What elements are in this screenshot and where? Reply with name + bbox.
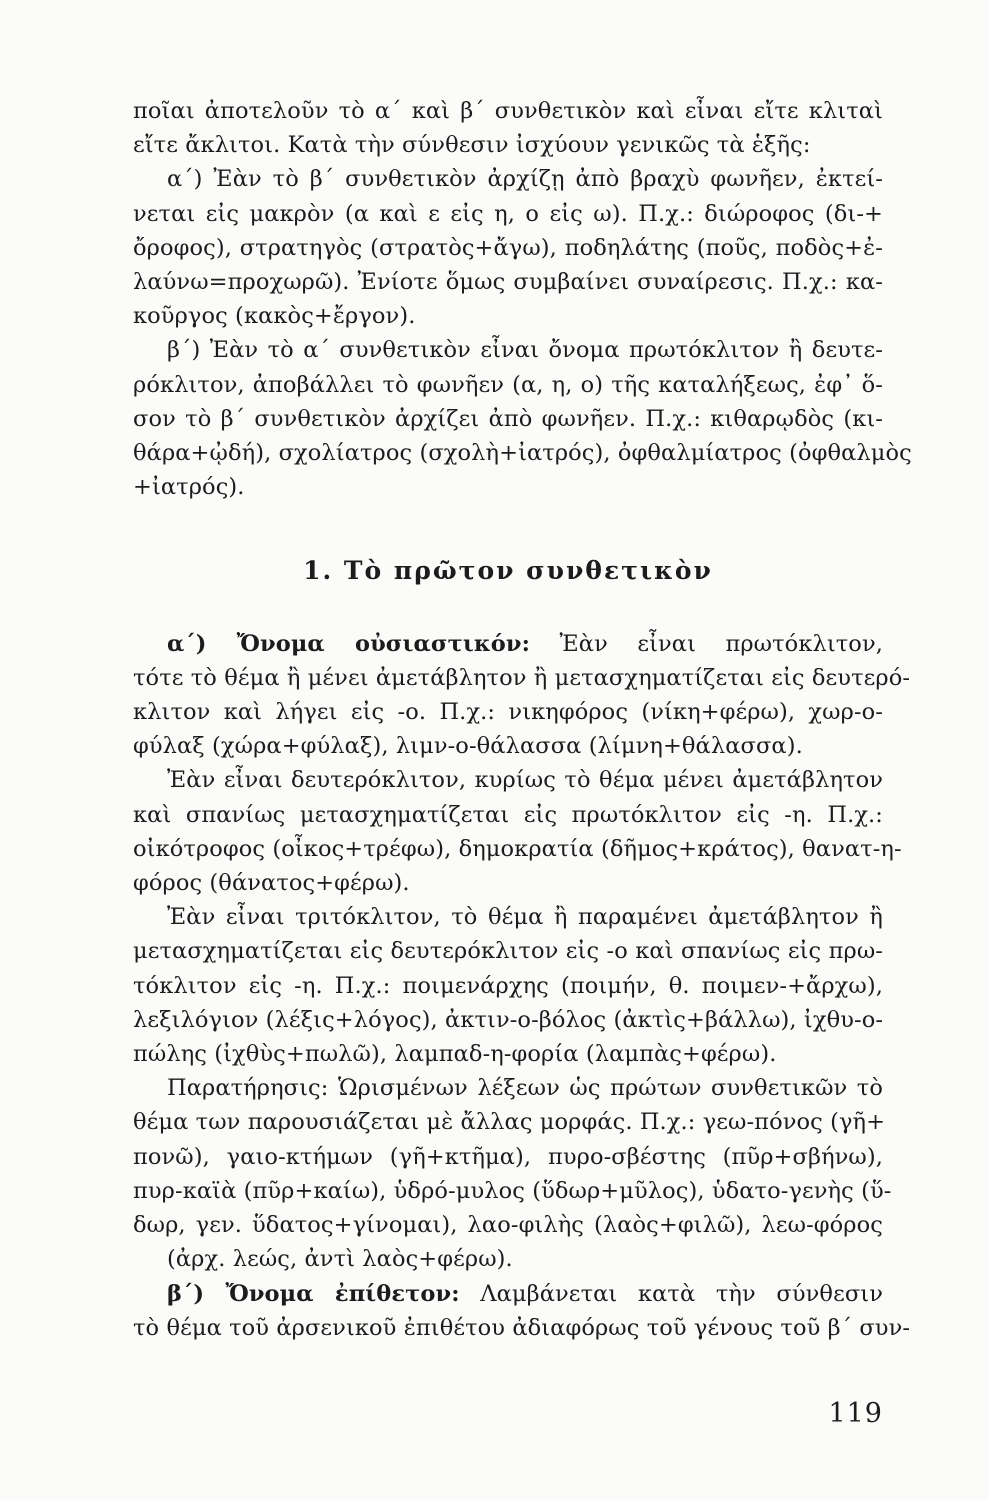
text-line: νεται εἰς μακρὸν (α καὶ ε εἰς η, ο εἰς ω). Π.χ.: διώροφος (δι-+	[133, 200, 883, 227]
text-line: κλιτον καὶ λήγει εἰς -ο. Π.χ.: νικηφόρος (νίκη+φέρω), χωρ-ο-	[133, 699, 883, 726]
text-line: σον τὸ β΄ συνθετικὸν ἀρχίζει ἀπὸ φωνῆεν. Π.χ.: κιθαρῳδὸς (κι-	[133, 405, 883, 432]
text-line: πώλης (ἰχθὺς+πωλῶ), λαμπαδ-η-φορία (λαμπὰς+φέρω).	[133, 1041, 777, 1068]
text-line: Ἐὰν εἶναι τριτόκλιτον, τὸ θέμα ἢ παραμένει ἀμετάβλητον ἢ	[167, 904, 883, 931]
text-line: (ἀρχ. λεώς, ἀντὶ λαὸς+φέρω).	[167, 1246, 513, 1273]
page-text	[133, 94, 912, 1345]
text-line: ρόκλιτον, ἀποβάλλει τὸ φωνῆεν (α, η, ο) τῆς καταλήξεως, ἐφ᾽ ὅ-	[133, 371, 883, 398]
text-line: πονῶ), γαιο-κτήμων (γῆ+κτῆμα), πυρο-σβέστης (πῦρ+σβήνω),	[133, 1143, 883, 1170]
part-a-first-line-rest: Ἐὰν εἶναι πρωτόκλιτον,	[559, 630, 883, 657]
part-b-first-line	[133, 1277, 883, 1311]
page-number: 119	[828, 1398, 883, 1429]
text-line: καὶ σπανίως μετασχηματίζεται εἰς πρωτόκλιτον εἰς -η. Π.χ.:	[133, 801, 883, 828]
text-line: πυρ-καϊὰ (πῦρ+καίω), ὑδρό-μυλος (ὕδωρ+μῦλος), ὑδατο-γενὴς (ὕ-	[133, 1177, 892, 1204]
text-line: δωρ, γεν. ὕδατος+γίνομαι), λαο-φιλὴς (λαὸς+φιλῶ), λεω-φόρος	[133, 1212, 883, 1239]
text-line: θέμα των παρουσιάζεται μὲ ἄλλας μορφάς. Π.χ.: γεω-πόνος (γῆ+	[133, 1109, 886, 1136]
part-b-label: β΄) Ὄνομα ἐπίθετον:	[167, 1280, 460, 1307]
text-line: λεξιλόγιον (λέξις+λόγος), ἀκτιν-ο-βόλος (ἀκτὶς+βάλλω), ἰχθυ-ο-	[133, 1006, 884, 1033]
part-a-first-line	[133, 627, 883, 661]
text-line: φύλαξ (χώρα+φύλαξ), λιμν-ο-θάλασσα (λίμνη+θάλασσα).	[133, 733, 803, 760]
text-line: ὄροφος), στρατηγὸς (στρατὸς+ἄγω), ποδηλάτης (ποῦς, ποδὸς+ἐ-	[133, 234, 883, 261]
text-line: λαύνω=προχωρῶ). Ἐνίοτε ὅμως συμβαίνει συναίρεσις. Π.χ.: κα-	[133, 269, 883, 296]
text-line: Ἐὰν εἶναι δευτερόκλιτον, κυρίως τὸ θέμα μένει ἀμετάβλητον	[167, 767, 883, 794]
part-a-label: α΄) Ὄνομα οὐσιαστικόν:	[167, 630, 531, 657]
text-line: φόρος (θάνατος+φέρω).	[133, 870, 410, 897]
text-line: Παρατήρησις: Ὡρισμένων λέξεων ὡς πρώτων συνθετικῶν τὸ	[167, 1075, 883, 1102]
text-line: τόκλιτον εἰς -η. Π.χ.: ποιμενάρχης (ποιμήν, θ. ποιμεν-+ἄρχω),	[133, 972, 883, 999]
text-line: α΄) Ἐὰν τὸ β΄ συνθετικὸν ἀρχίζῃ ἀπὸ βραχὺ φωνῆεν, ἐκτεί-	[167, 166, 883, 193]
text-line: ποῖαι ἀποτελοῦν τὸ α΄ καὶ β΄ συνθετικὸν καὶ εἶναι εἴτε κλιταὶ	[133, 98, 883, 124]
text-line: κοῦργος (κακὸς+ἔργον).	[133, 303, 416, 330]
text-line: β΄) Ἐὰν τὸ α΄ συνθετικὸν εἶναι ὄνομα πρωτόκλιτον ἢ δευτε-	[167, 337, 883, 364]
part-b-first-line-rest: Λαμβάνεται κατὰ τὴν σύνθεσιν	[480, 1280, 883, 1307]
text-line: εἴτε ἄκλιτοι. Κατὰ τὴν σύνθεσιν ἰσχύουν γενικῶς τὰ ἑξῆς:	[133, 132, 811, 159]
text-line: τὸ θέμα τοῦ ἀρσενικοῦ ἐπιθέτου ἀδιαφόρως τοῦ γένους τοῦ β΄ συν-	[133, 1314, 911, 1341]
text-line: τότε τὸ θέμα ἢ μένει ἀμετάβλητον ἢ μετασχηματίζεται εἰς δευτερό-	[133, 664, 911, 691]
section-heading: 1. Τὸ πρῶτον συνθετικὸν	[303, 556, 713, 586]
text-line: μετασχηματίζεται εἰς δευτερόκλιτον εἰς -ο καὶ σπανίως εἰς πρω-	[133, 938, 883, 965]
text-line: +ἰατρός).	[133, 474, 245, 501]
text-line: οἰκότροφος (οἶκος+τρέφω), δημοκρατία (δῆμος+κράτος), θανατ-η-	[133, 835, 902, 862]
text-line: θάρα+ᾠδή), σχολίατρος (σχολὴ+ἰατρός), ὀφθαλμίατρος (ὀφθαλμὸς	[133, 440, 912, 467]
